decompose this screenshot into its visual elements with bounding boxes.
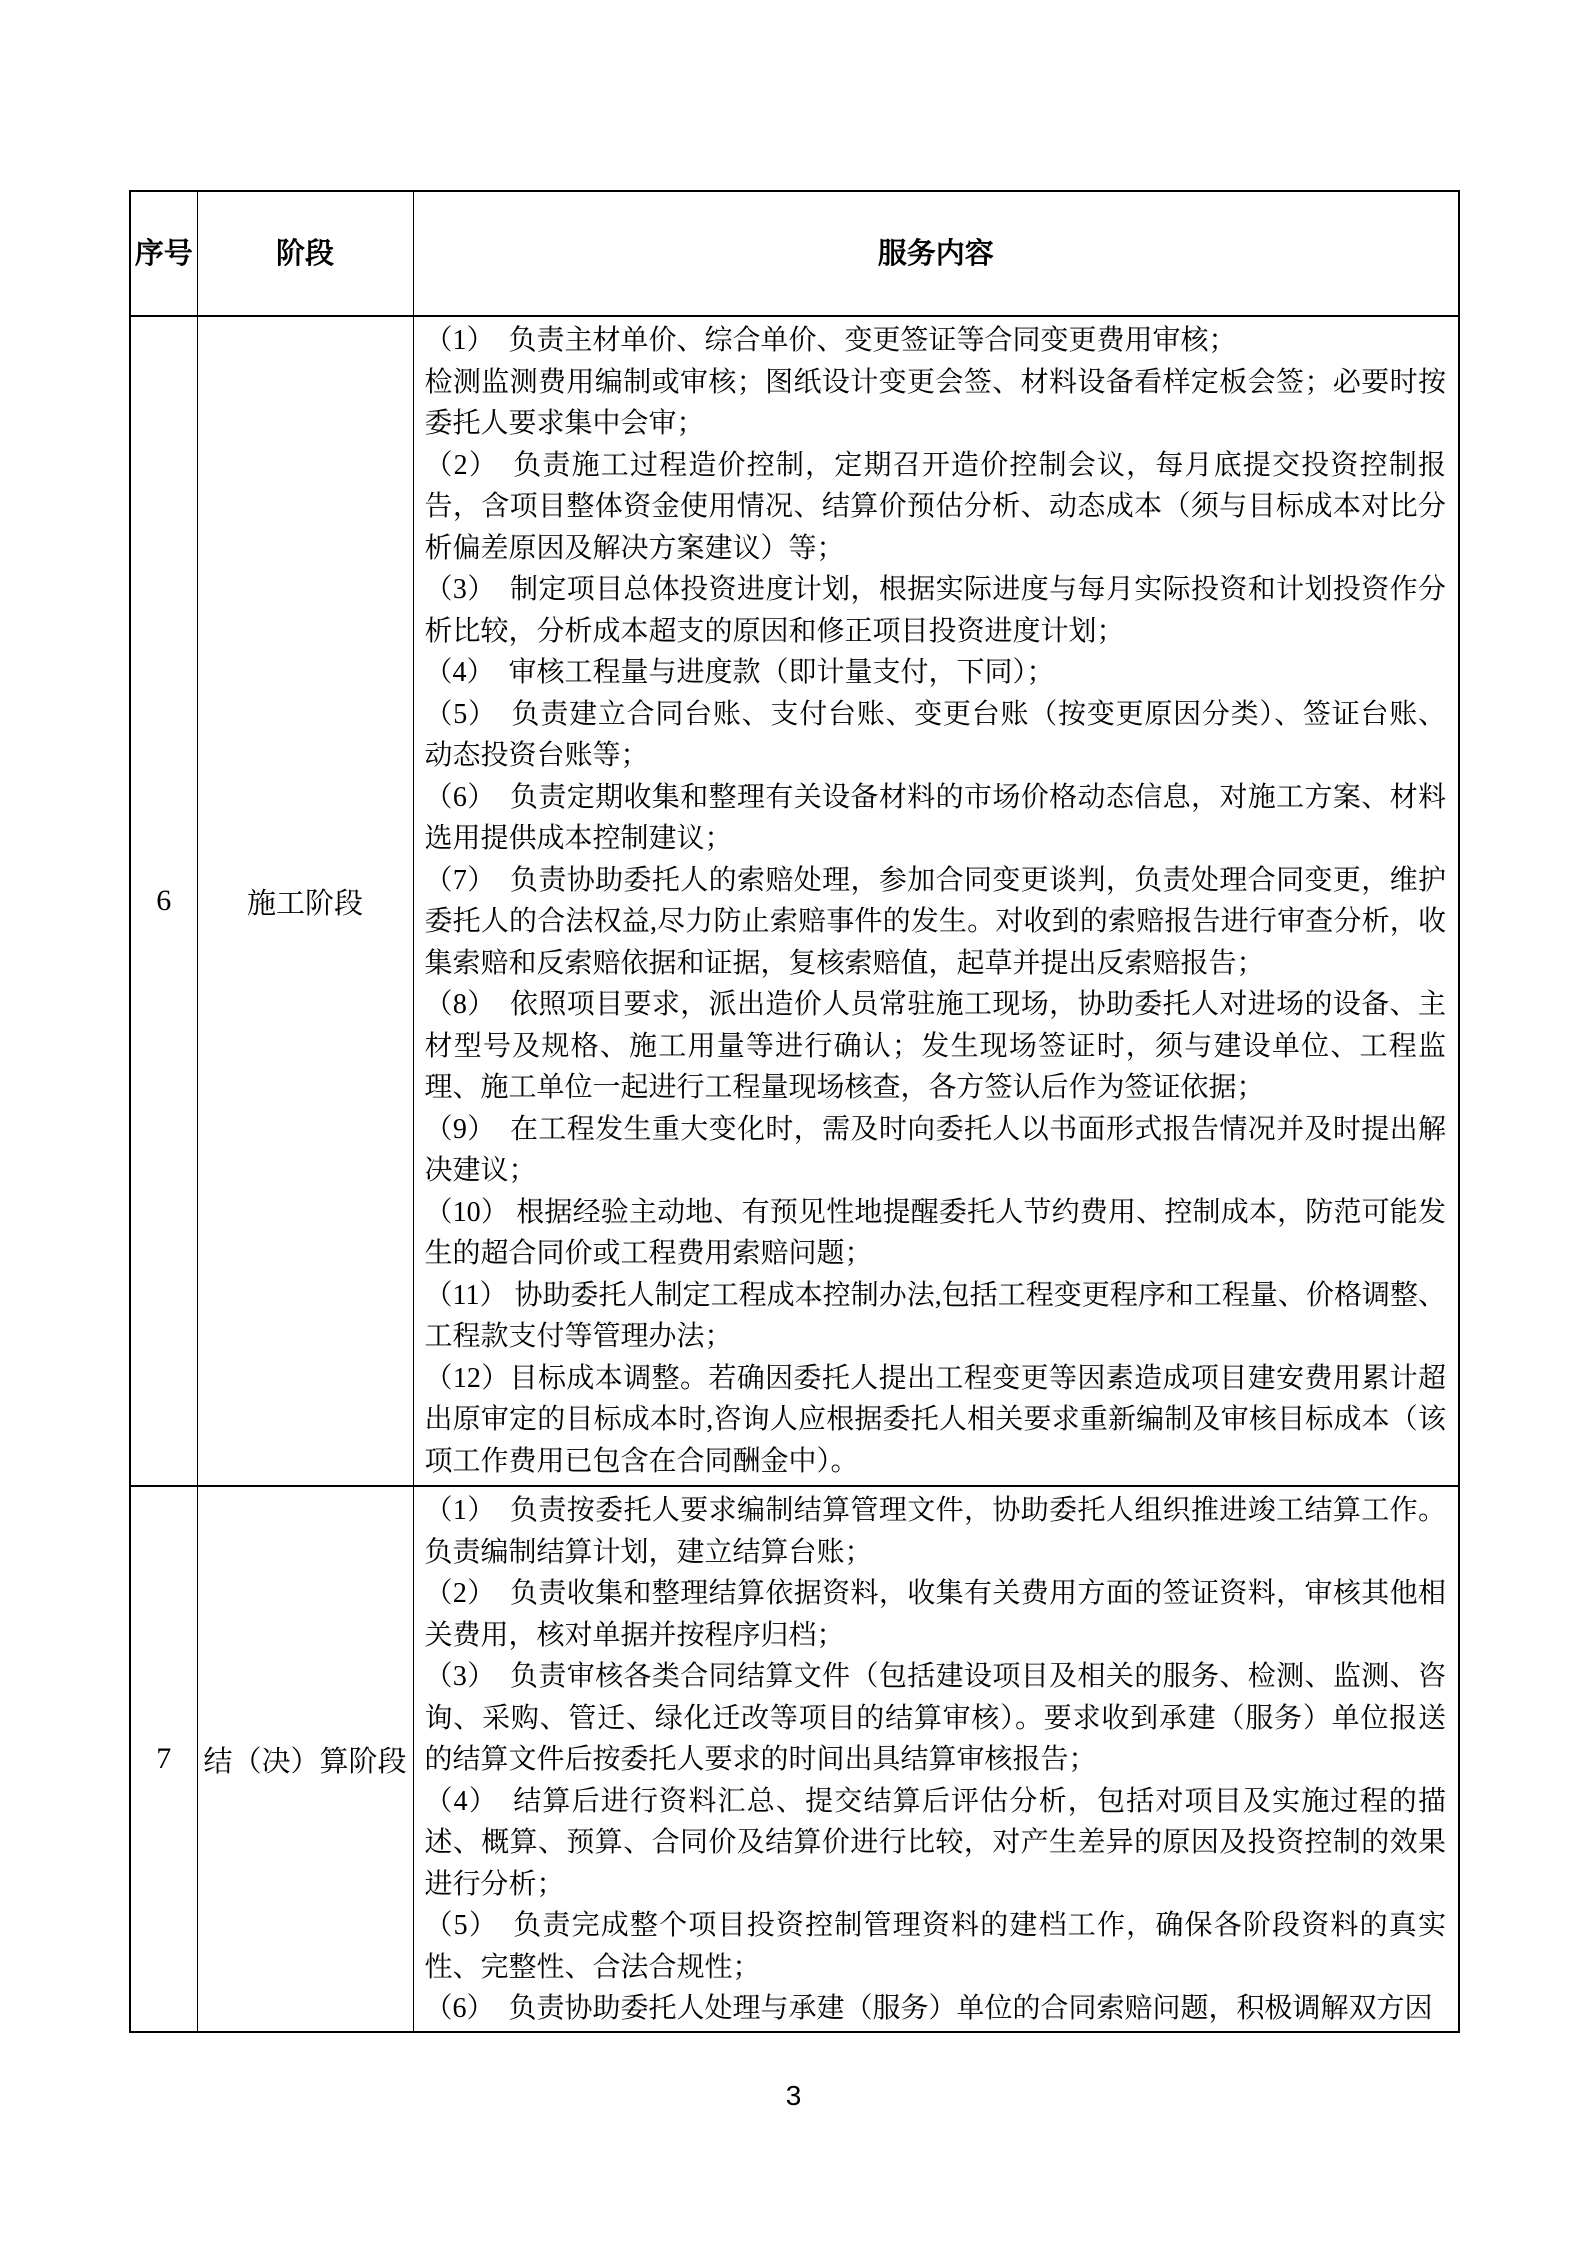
- header-stage: 阶段: [197, 191, 413, 316]
- service-paragraph: （5） 负责建立合同台账、支付台账、变更台账（按变更原因分类）、签证台账、动态投资台账等；: [424, 698, 1446, 771]
- header-serial-number: 序号: [130, 191, 197, 316]
- service-paragraph: 检测监测费用编制或审核；图纸设计变更会签、材料设备看样定板会签；必要时按委托人要求集中会审；: [424, 366, 1446, 439]
- table-header-row: [130, 191, 1459, 316]
- service-paragraph: （9） 在工程发生重大变化时，需及时向委托人以书面形式报告情况并及时提出解决建议；: [424, 1113, 1446, 1186]
- service-paragraph: （6） 负责协助委托人处理与承建（服务）单位的合同索赔问题，积极调解双方因: [424, 1993, 1433, 2024]
- service-paragraph: （2） 负责收集和整理结算依据资料，收集有关费用方面的签证资料，审核其他相关费用，核对单据并按程序归档；: [424, 1578, 1446, 1651]
- service-paragraph: （10） 根据经验主动地、有预见性地提醒委托人节约费用、控制成本，防范可能发生的超合同价或工程费用索赔问题；: [424, 1196, 1446, 1269]
- service-paragraph: （4） 审核工程量与进度款（即计量支付，下同）；: [424, 657, 1055, 688]
- stage-cell: 结（决）算阶段: [197, 1486, 413, 2032]
- service-paragraph: （1） 负责主材单价、综合单价、变更签证等合同变更费用审核；: [424, 325, 1237, 356]
- serial-number-cell: 7: [130, 1486, 197, 2032]
- header-service-content: 服务内容: [413, 191, 1459, 316]
- service-paragraph: （2） 负责施工过程造价控制，定期召开造价控制会议，每月底提交投资控制报告，含项目整体资金使用情况、结算价预估分析、动态成本（须与目标成本对比分析偏差原因及解决方案建议）等；: [424, 449, 1446, 564]
- service-paragraph: （1） 负责按委托人要求编制结算管理文件，协助委托人组织推进竣工结算工作。负责编制结算计划，建立结算台账；: [424, 1495, 1446, 1568]
- service-paragraph: （3） 负责审核各类合同结算文件（包括建设项目及相关的服务、检测、监测、咨询、采购、管迁、绿化迁改等项目的结算审核）。要求收到承建（服务）单位报送的结算文件后按委托人要求的时间出具结算审核报告；: [424, 1661, 1446, 1775]
- table-row: [130, 1486, 1459, 2032]
- service-paragraph: （12）目标成本调整。若确因委托人提出工程变更等因素造成项目建安费用累计超出原审定的目标成本时,咨询人应根据委托人相关要求重新编制及审核目标成本（该项工作费用已包含在合同酬金中）。: [424, 1362, 1446, 1477]
- service-content-table: [129, 190, 1460, 2033]
- service-paragraph: （5） 负责完成整个项目投资控制管理资料的建档工作，确保各阶段资料的真实性、完整性、合法合规性；: [424, 1910, 1446, 1983]
- service-content-cell: [413, 1486, 1459, 2032]
- service-content-cell: [413, 316, 1459, 1486]
- table-row: [130, 316, 1459, 1486]
- serial-number-cell: 6: [130, 316, 197, 1486]
- service-paragraph: （4） 结算后进行资料汇总、提交结算后评估分析，包括对项目及实施过程的描述、概算、预算、合同价及结算价进行比较，对产生差异的原因及投资控制的效果进行分析；: [424, 1785, 1446, 1900]
- service-paragraph: （6） 负责定期收集和整理有关设备材料的市场价格动态信息，对施工方案、材料选用提供成本控制建议；: [424, 781, 1446, 854]
- service-paragraph: （7） 负责协助委托人的索赔处理，参加合同变更谈判，负责处理合同变更，维护委托人的合法权益,尽力防止索赔事件的发生。对收到的索赔报告进行审查分析，收集索赔和反索赔依据和证据，复核索赔值，起草并提出反索赔报告；: [424, 864, 1446, 979]
- service-paragraph: （8） 依照项目要求，派出造价人员常驻施工现场，协助委托人对进场的设备、主材型号及规格、施工用量等进行确认；发生现场签证时，须与建设单位、工程监理、施工单位一起进行工程量现场核查，各方签认后作为签证依据；: [424, 989, 1446, 1103]
- service-paragraph: （11） 协助委托人制定工程成本控制办法,包括工程变更程序和工程量、价格调整、工程款支付等管理办法；: [424, 1279, 1446, 1352]
- service-paragraph: （3） 制定项目总体投资进度计划，根据实际进度与每月实际投资和计划投资作分析比较，分析成本超支的原因和修正项目投资进度计划；: [424, 574, 1446, 647]
- page-number: 3: [785, 2080, 802, 2111]
- stage-cell: 施工阶段: [197, 316, 413, 1486]
